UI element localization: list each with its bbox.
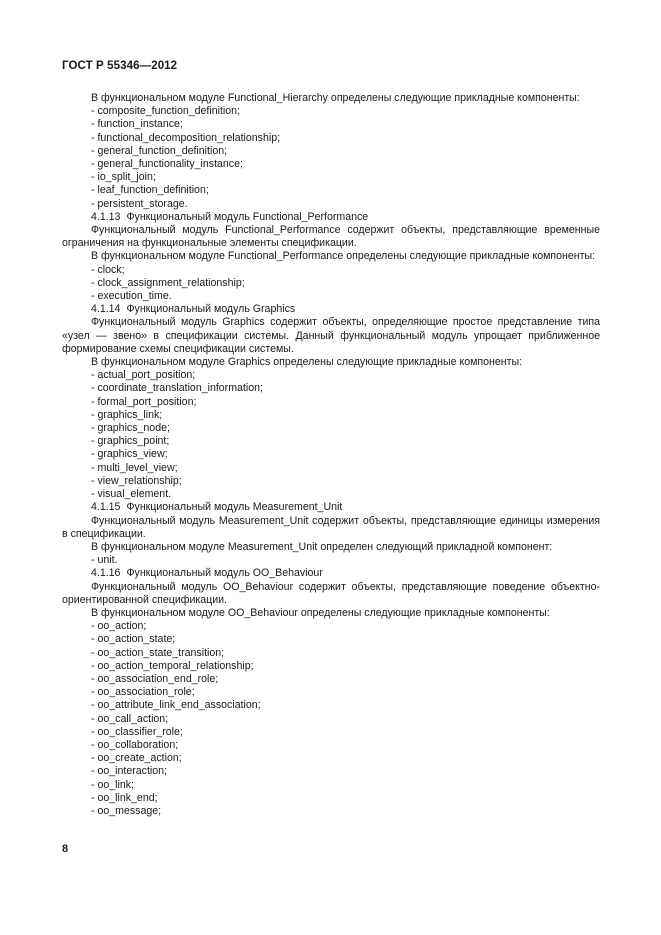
list-item: - formal_port_position;: [91, 395, 197, 408]
paragraph: Функциональный модуль Measurement_Unit содержит объекты, представляющие единицы измерения в спецификации.: [62, 514, 600, 540]
list-item: - oo_link_end;: [91, 791, 158, 804]
section-number: 4.1.16: [91, 567, 121, 580]
paragraph: Функциональный модуль Graphics содержит объекты, определяющие простое представление типа «узел — звено» в спецификации системы. Данный функциональный модуль упрощает приближенное формирование схемы спецификации системы.: [62, 316, 600, 355]
list-item: - persistent_storage.: [91, 197, 188, 210]
section-number: 4.1.14: [91, 303, 121, 316]
paragraph: В функциональном модуле Measurement_Unit определен следующий прикладной компонент:: [91, 540, 553, 553]
list-item: - oo_link;: [91, 778, 134, 791]
list-item: - io_split_join;: [91, 171, 156, 184]
list-item: - oo_interaction;: [91, 765, 167, 778]
paragraph: В функциональном модуле Graphics определены следующие прикладные компоненты:: [91, 356, 523, 369]
document-body: [62, 92, 600, 818]
document-header: ГОСТ Р 55346—2012: [62, 60, 178, 72]
paragraph: В функциональном модуле Functional_Performance определены следующие прикладные компоненты:: [91, 250, 596, 263]
list-item: - unit.: [91, 554, 118, 567]
list-item: - view_relationship;: [91, 474, 182, 487]
list-item: - general_function_definition;: [91, 144, 228, 157]
list-item: - graphics_link;: [91, 408, 163, 421]
list-item: - leaf_function_definition;: [91, 184, 209, 197]
list-item: - clock;: [91, 263, 125, 276]
list-item: - actual_port_position;: [91, 369, 196, 382]
section-title: Функциональный модуль Functional_Performance: [126, 210, 369, 223]
list-item: - function_instance;: [91, 118, 183, 131]
section-title: Функциональный модуль Measurement_Unit: [126, 501, 343, 514]
list-item: - clock_assignment_relationship;: [91, 276, 245, 289]
list-item: - oo_action;: [91, 620, 147, 633]
list-item: - oo_action_state_transition;: [91, 646, 225, 659]
list-item: - oo_action_state;: [91, 633, 176, 646]
list-item: - oo_association_end_role;: [91, 672, 219, 685]
paragraph: В функциональном модуле OO_Behaviour определены следующие прикладные компоненты:: [91, 606, 550, 619]
section-heading: [62, 303, 600, 316]
section-number: 4.1.15: [91, 501, 121, 514]
list-item: - oo_attribute_link_end_association;: [91, 699, 261, 712]
list-item: - execution_time.: [91, 290, 172, 303]
page-number: 8: [62, 843, 69, 855]
list-item: - oo_create_action;: [91, 752, 182, 765]
list-item: - oo_collaboration;: [91, 738, 179, 751]
list-item: - graphics_node;: [91, 422, 170, 435]
section-title: Функциональный модуль OO_Behaviour: [126, 567, 323, 580]
list-item: - multi_level_view;: [91, 461, 178, 474]
list-item: - graphics_point;: [91, 435, 170, 448]
list-item: - visual_element.: [91, 488, 172, 501]
list-item: - general_functionality_instance;: [91, 158, 243, 171]
paragraph: В функциональном модуле Functional_Hierarchy определены следующие прикладные компоненты:: [91, 92, 580, 104]
list-item: - oo_action_temporal_relationship;: [91, 659, 254, 672]
section-heading: [62, 211, 600, 224]
section-title: Функциональный модуль Graphics: [126, 303, 296, 316]
list-item: - coordinate_translation_information;: [91, 382, 263, 395]
list-item: - oo_call_action;: [91, 712, 169, 725]
paragraph: Функциональный модуль OO_Behaviour содержит объекты, представляющие поведение объектно-ориентированной спецификации.: [62, 580, 600, 606]
list-item: - oo_association_role;: [91, 686, 195, 699]
list-item: - oo_message;: [91, 804, 162, 817]
paragraph: Функциональный модуль Functional_Performance содержит объекты, представляющие временные ограничения на функциональные элементы спецификации.: [62, 224, 600, 250]
section-heading: [62, 567, 600, 580]
section-heading: [62, 501, 600, 514]
list-item: - functional_decomposition_relationship;: [91, 131, 281, 144]
list-item: - oo_classifier_role;: [91, 725, 183, 738]
list-item: - composite_function_definition;: [91, 105, 240, 118]
section-number: 4.1.13: [91, 210, 121, 223]
list-item: - graphics_view;: [91, 448, 168, 461]
